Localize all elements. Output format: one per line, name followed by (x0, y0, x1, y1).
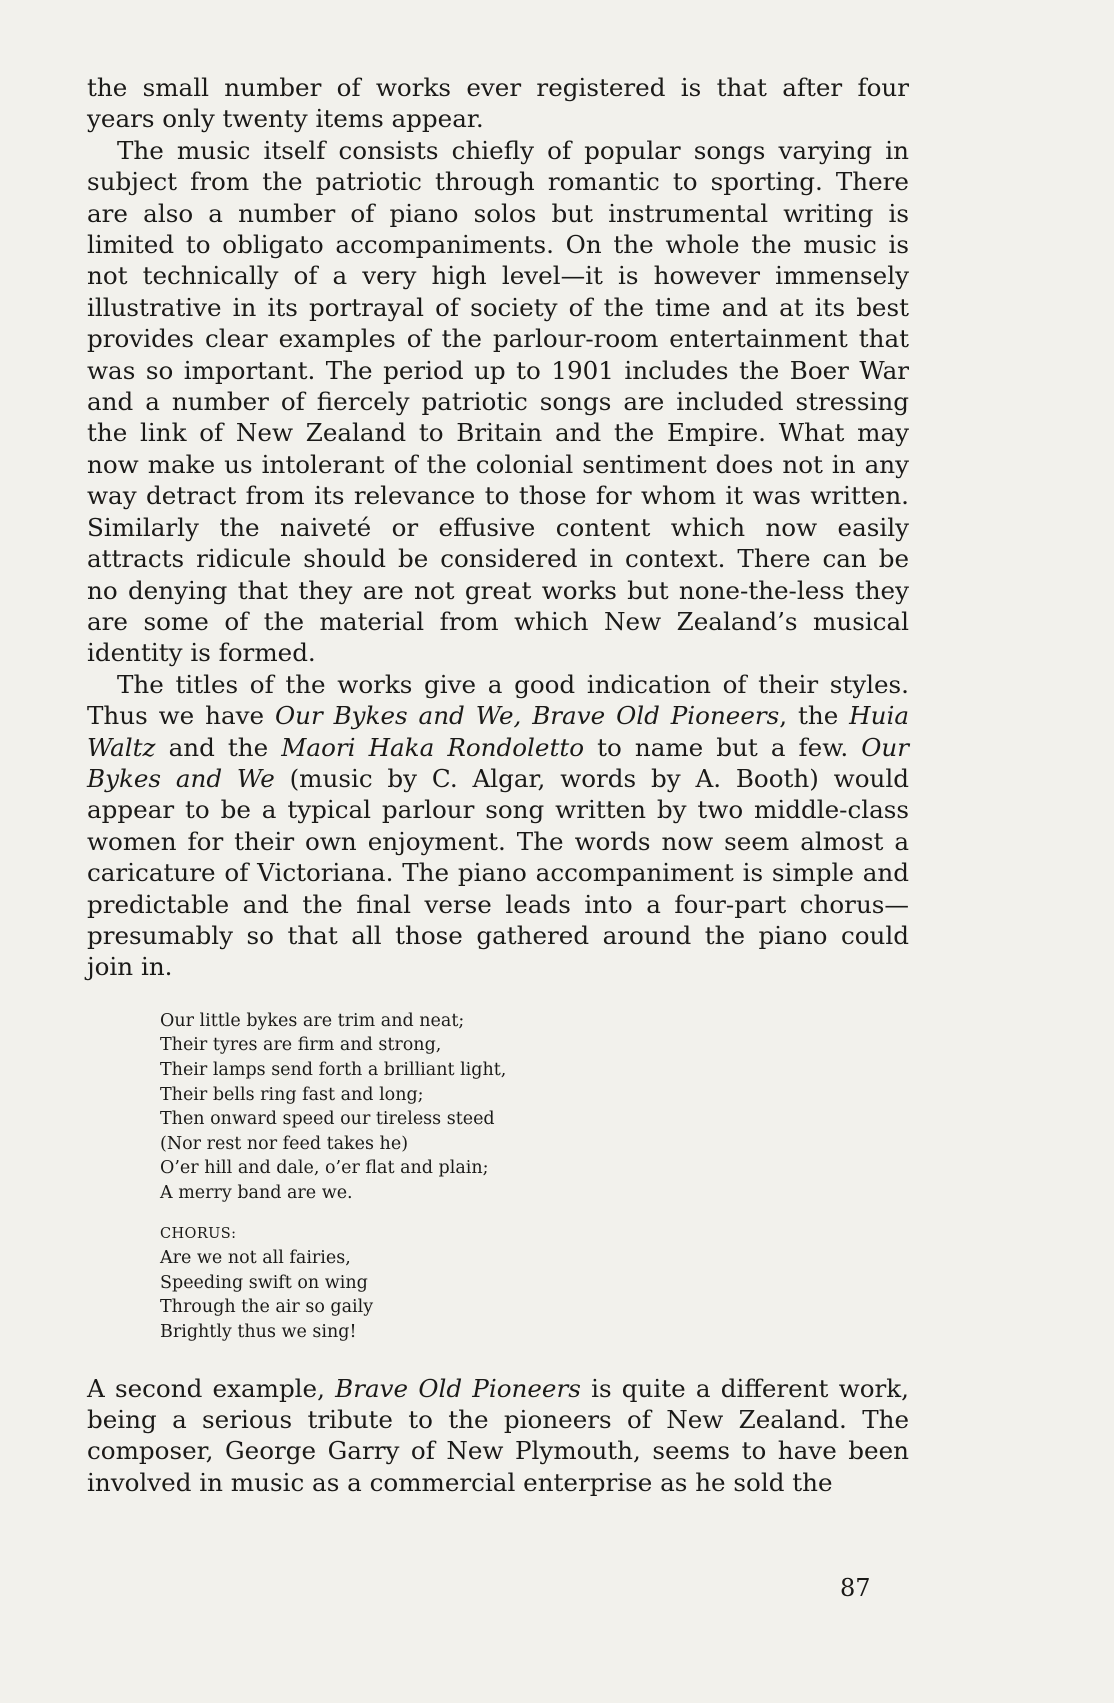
verse-line: (Nor rest nor feed takes he) (160, 1133, 409, 1154)
text-run: The titles of the works give a good indication of their styles. Thus we have (87, 669, 909, 731)
verse-line: Their bells ring fast and long; (160, 1084, 424, 1105)
text-run: is quite a different work, being a serious tribute to the pioneers of New Zealand. The composer, George Garry of New Plymouth, seems to have been involved in music as a commercial enterprise as he sold the (87, 1373, 909, 1497)
page-body (87, 72, 909, 1498)
verse-line: A merry band are we. (160, 1182, 353, 1203)
text-run: A second example, (87, 1373, 336, 1403)
chorus-stanza (160, 1222, 909, 1345)
page-number: 87 (840, 1574, 871, 1602)
text-run: (music by C. Algar, words by A. Booth) would appear to be a typical parlour song written by two middle-class women for their own enjoyment. The words now seem almost a caricature of Victoriana. The piano accompaniment is simple and predictable and the final verse leads into a four-part chorus—presumably so that all those gathered around the piano could join in. (87, 763, 909, 982)
title-our-bykes-and-we: Our Bykes and We (87, 732, 909, 793)
song-lyrics-quote (160, 1009, 909, 1345)
chorus-line: Through the air so gaily (160, 1297, 374, 1318)
text-run: and the (155, 732, 282, 762)
paragraph-music-description: The music itself consists chiefly of popular songs varying in subject from the patriotic through romantic to sporting. There are also a number of piano solos but instrumental writing is limited to obligato accompaniments. On the whole the music is not technically of a very high level—it is however immensely illustrative in its portrayal of society of the time and at its best provides clear examples of the parlour-room entertainment that was so important. The period up to 1901 includes the Boer War and a number of fiercely patriotic songs are included stressing the link of New Zealand to Britain and the Empire. What may now make us intolerant of the colonial sentiment does not in any way detract from its relevance to those for whom it was written. Similarly the naiveté or effusive content which now easily attracts ridicule should be considered in context. There can be no denying that they are not great works but none-the-less they are some of the material from which New Zealand’s musical identity is formed. (87, 135, 909, 668)
text-run: , the (779, 701, 850, 731)
verse-line: Our little bykes are trim and neat; (160, 1010, 465, 1031)
paragraph-continuation: the small number of works ever registered is that after four years only twenty items appear. (87, 73, 909, 134)
verse-line: Their lamps send forth a brilliant light, (160, 1059, 507, 1080)
title-our-bykes-brave-old-pioneers: Our Bykes and We, Brave Old Pioneers (274, 701, 780, 731)
chorus-line: Brightly thus we sing! (160, 1321, 357, 1342)
paragraph-second-example (87, 1373, 909, 1499)
chorus-label: CHORUS: (160, 1225, 237, 1242)
title-huia-waltz: Huia Waltz (87, 701, 909, 762)
title-brave-old-pioneers: Brave Old Pioneers (335, 1373, 581, 1403)
verse-line: O’er hill and dale, o’er flat and plain; (160, 1158, 489, 1179)
verse-line: Then onward speed our tireless steed (160, 1109, 495, 1130)
chorus-line: Speeding swift on wing (160, 1272, 368, 1293)
verse-stanza (160, 1009, 909, 1206)
text-run: to name but a few. (584, 732, 862, 762)
chorus-line: Are we not all fairies, (160, 1248, 351, 1269)
verse-line: Their tyres are firm and strong, (160, 1035, 442, 1056)
paragraph-song-titles (87, 669, 909, 983)
title-maori-haka-rondoletto: Maori Haka Rondoletto (281, 732, 585, 762)
